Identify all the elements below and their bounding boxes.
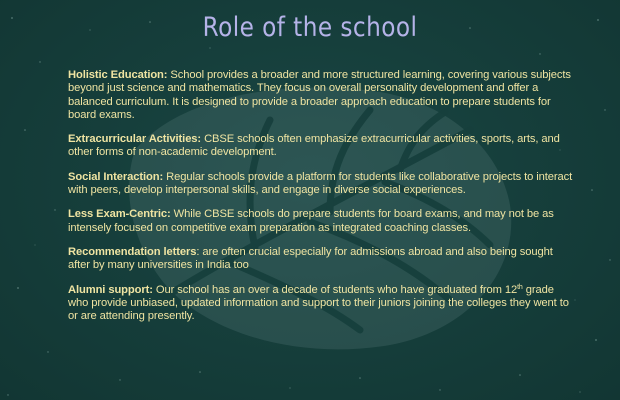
item-term: Social Interaction: — [68, 170, 164, 183]
list-item-recommendation-letters — [68, 246, 576, 273]
list-item-extracurricular-activities — [68, 133, 576, 160]
ordinal-suffix: th — [517, 283, 523, 291]
list-item-holistic-education — [68, 69, 576, 122]
item-description-part: Our school has an over a decade of students who have graduated from 12 — [152, 283, 518, 296]
item-description-part: grade who provide unbiased, updated information and support to their juniors joining the colleges they went to or are attending presently. — [68, 283, 569, 323]
item-description: : are often crucial especially for admissions abroad and also being sought after by many universities in India too — [68, 245, 553, 272]
item-term: Extracurricular Activities: — [68, 133, 202, 146]
item-description: Regular schools provide a platform for students like collaborative projects to interact with peers, develop interpersonal skills, and engage in diverse social experiences. — [68, 170, 573, 197]
slide-title: Role of the school — [202, 12, 418, 43]
item-term: Recommendation letters — [68, 245, 197, 258]
item-term: Less Exam-Centric: — [68, 208, 171, 221]
content-list — [68, 69, 576, 334]
list-item-social-interaction — [68, 171, 576, 198]
list-item-less-exam-centric — [68, 208, 576, 235]
item-description: CBSE schools often emphasize extracurricular activities, sports, arts, and other forms of non-academic development. — [68, 133, 560, 159]
item-term: Alumni support: — [68, 283, 153, 296]
item-description: While CBSE schools do prepare students for board exams, and may not be as intensely focused on competitive exam preparation as integrated coaching classes. — [68, 208, 554, 234]
item-description: School provides a broader and more structured learning, covering various subjects beyond just science and mathematics. They focus on overall personality development and offer a balanced curriculum. It is designed to provide a broader approach education to prepare students for board exams. — [68, 69, 571, 121]
item-term: Holistic Education: — [68, 69, 168, 81]
list-item-alumni-support — [68, 284, 576, 324]
